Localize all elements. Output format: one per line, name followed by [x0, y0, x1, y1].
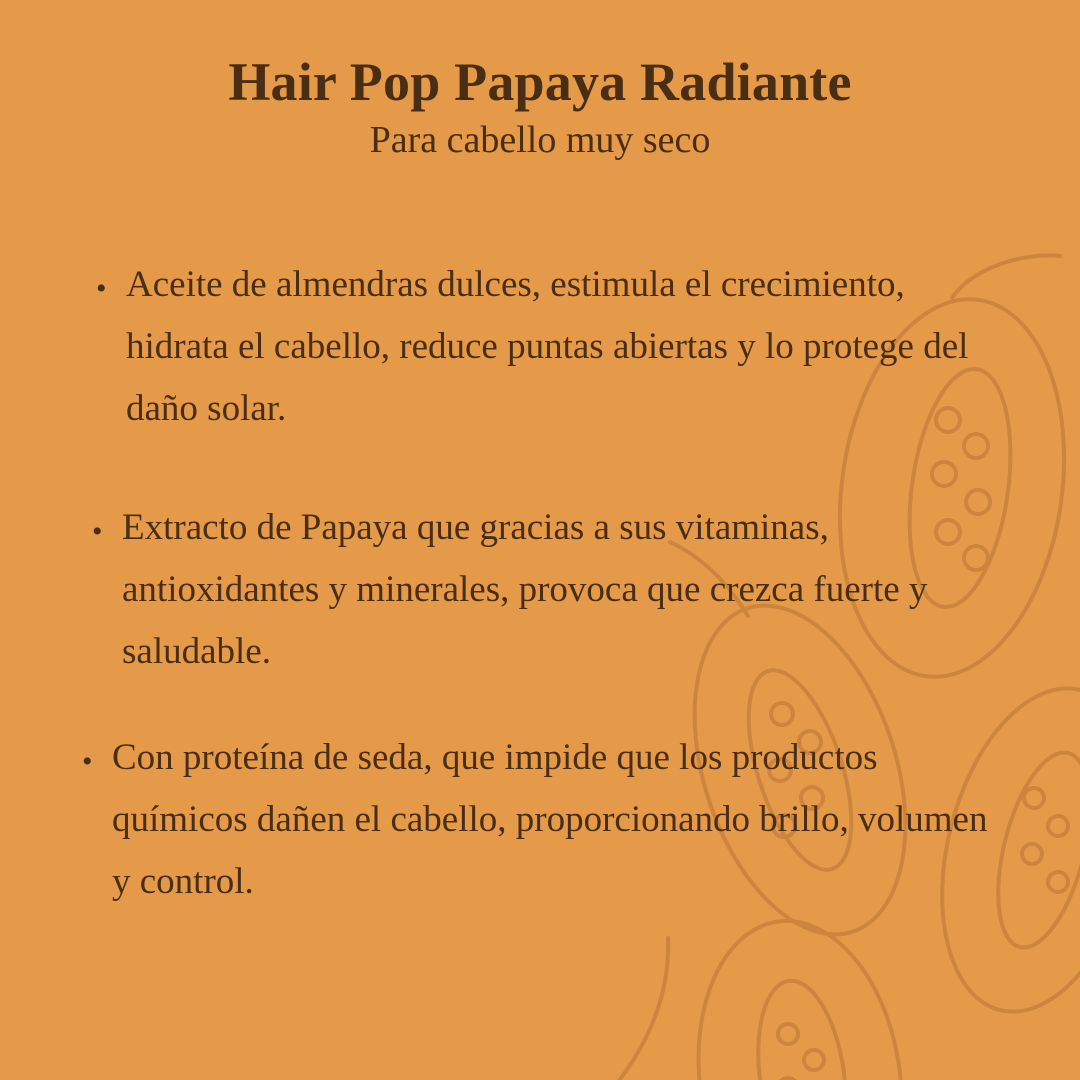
page-subtitle: Para cabello muy seco: [369, 119, 711, 162]
list-item-text: Con proteína de seda, que impide que los productos químicos dañen el cabello, proporcionando brillo, volumen y control.: [112, 737, 988, 903]
page-title: Hair Pop Papaya Radiante: [228, 52, 852, 112]
bullet-dot-icon: •: [96, 272, 107, 306]
list-item: [40, 497, 1040, 683]
list-item-text: Extracto de Papaya que gracias a sus vitaminas, antioxidantes y minerales, provoca que crezca fuerte y saludable.: [122, 506, 928, 672]
list-item: [40, 254, 1040, 440]
benefits-list: [40, 254, 1040, 913]
list-item: [40, 727, 1040, 913]
bullet-dot-icon: •: [92, 514, 103, 548]
list-item-text: Aceite de almendras dulces, estimula el crecimiento, hidrata el cabello, reduce puntas abiertas y lo protege del daño solar.: [126, 264, 969, 430]
bullet-dot-icon: •: [82, 745, 93, 778]
